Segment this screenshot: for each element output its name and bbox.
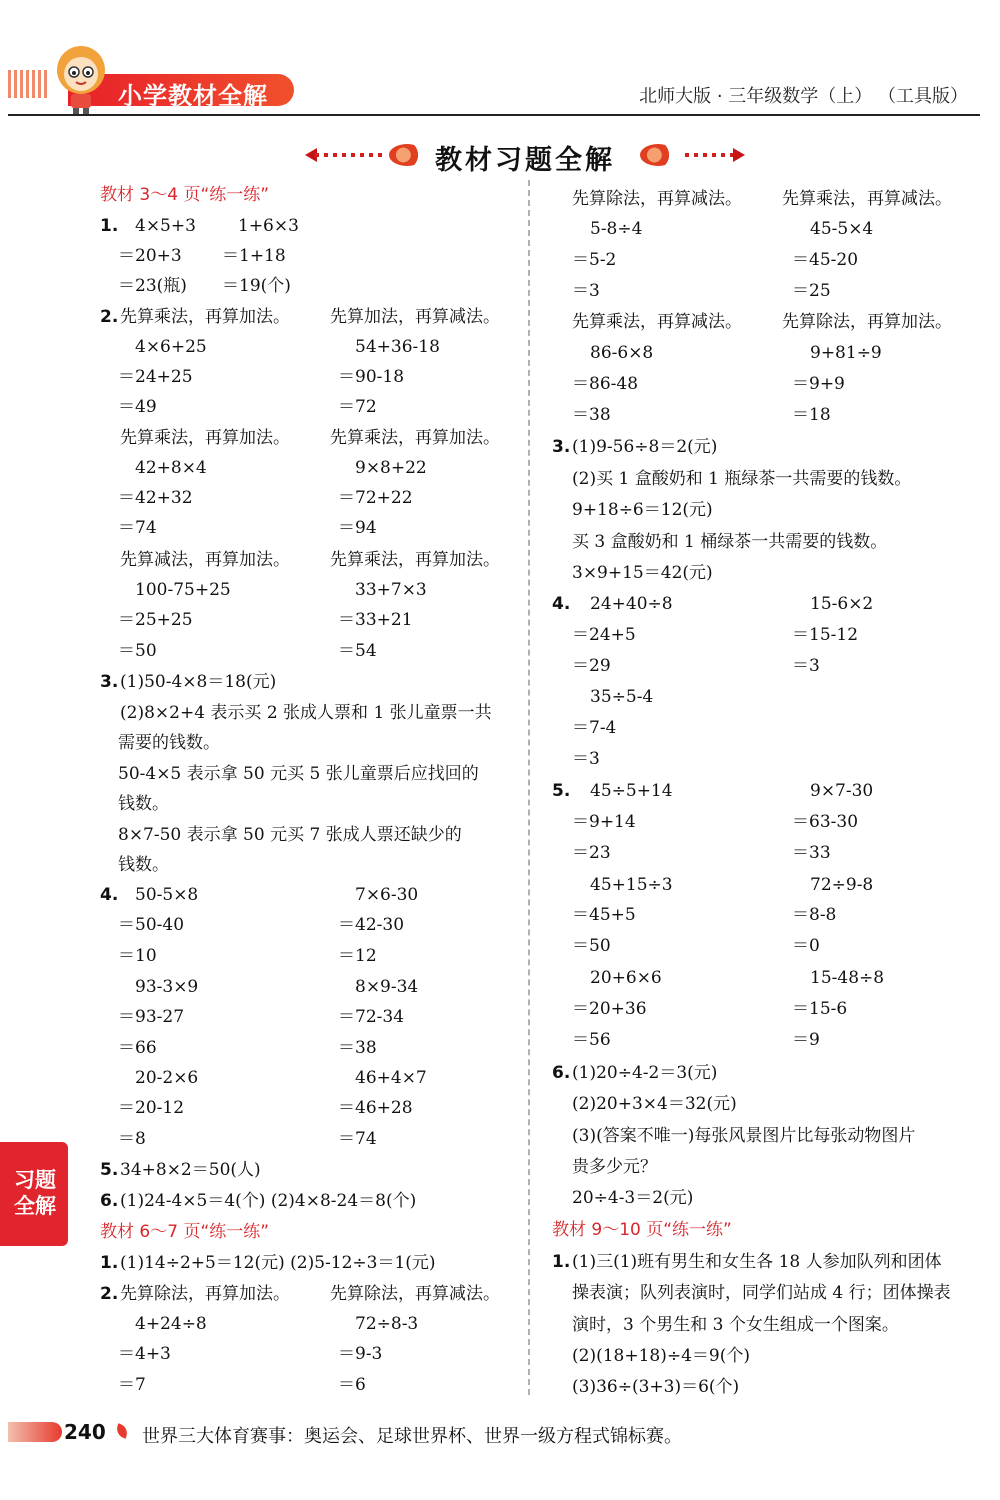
answer-line: ＝74 [118,518,157,538]
answer-line: 先算除法，再算加法。 [782,312,952,332]
answer-line: 33+7×3 [355,580,427,600]
brand-title: 小学教材全解 [118,82,268,110]
answer-line: ＝46+28 [338,1098,413,1118]
answer-line: 先算乘法，再算加法。 [120,307,290,327]
answer-line: ＝66 [118,1038,157,1058]
answer-line: 45+15÷3 [590,875,673,895]
answer-line: ＝23(瓶) [118,276,187,296]
answer-line: ＝3 [792,656,820,676]
answer-line: ＝0 [792,936,820,956]
question-number: 6. [100,1191,119,1211]
question-number: 5. [100,1160,119,1180]
mascot-icon [46,42,116,117]
answer-line: 35÷5-4 [590,687,654,707]
question-number: 1. [100,1253,119,1273]
answer-line: 买 3 盒酸奶和 1 桶绿茶一共需要的钱数。 [572,532,888,552]
answer-line: (2)8×2+4 表示买 2 张成人票和 1 张儿童票一共 [120,703,492,723]
answer-line: 8×7-50 表示拿 50 元买 7 张成人票还缺少的 [118,825,462,845]
question-number: 3. [552,437,571,457]
answer-line: 20÷4-3＝2(元) [572,1188,694,1208]
answer-line: ＝50-40 [118,915,185,935]
answer-line: ＝42+32 [118,488,193,508]
question-number: 4. [100,885,119,905]
answer-line: ＝8 [118,1129,146,1149]
side-tab [0,1142,68,1246]
answer-line: ＝23 [572,843,611,863]
answer-line: 15-48÷8 [810,968,885,988]
answer-line: ＝45-20 [792,250,859,270]
answer-line: ＝90-18 [338,367,405,387]
answer-line: 86-6×8 [590,343,654,363]
answer-line: ＝20+3 [118,246,182,266]
answer-line: 20+6×6 [590,968,662,988]
answer-line: ＝1+18 [222,246,286,266]
answer-line: ＝72 [338,397,377,417]
answer-line: ＝9-3 [338,1344,383,1364]
footer-bar [8,1422,62,1442]
answer-line: 3×9+15＝42(元) [572,563,713,583]
answer-line: 50-4×5 表示拿 50 元买 5 张儿童票后应找回的 [118,764,479,784]
answer-line: (3)36÷(3+3)＝6(个) [572,1377,740,1397]
answer-line: 钱数。 [118,794,169,814]
answer-line: (1)24-4×5＝4(个) (2)4×8-24＝8(个) [120,1191,417,1211]
answer-line: 钱数。 [118,855,169,875]
answer-line: ＝5-2 [572,250,617,270]
answer-line: ＝19(个) [222,276,291,296]
answer-line: ＝6 [338,1375,366,1395]
answer-line: ＝15-12 [792,625,859,645]
answer-line: 操表演；队列表演时，同学们站成 4 行；团体操表 [572,1283,951,1303]
answer-line: ＝54 [338,641,377,661]
answer-line: 54+36-18 [355,337,440,357]
answer-line: 9×8+22 [355,458,427,478]
answer-line: 45-5×4 [810,219,874,239]
answer-line: ＝20+36 [572,999,647,1019]
answer-line: (2)(18+18)÷4＝9(个) [572,1346,750,1366]
answer-line: ＝24+5 [572,625,636,645]
answer-line: ＝8-8 [792,905,837,925]
answer-line: 100-75+25 [135,580,231,600]
answer-line: 20-2×6 [135,1068,199,1088]
answer-line: 贵多少元？ [572,1157,657,1177]
answer-line: ＝94 [338,518,377,538]
answer-line: 50-5×8 [135,885,199,905]
answer-line: (1)9-56÷8＝2(元) [572,437,718,457]
answer-line: 1+6×3 [238,216,299,236]
answer-line: ＝33+21 [338,610,413,630]
answer-line: ＝25 [792,281,831,301]
subsection-heading: 教材 6～7 页“练一练” [100,1222,270,1242]
answer-line: (2)买 1 盒酸奶和 1 瓶绿茶一共需要的钱数。 [572,469,912,489]
answer-line: ＝12 [338,946,377,966]
answer-line: ＝7-4 [572,718,617,738]
brand-stripes [8,70,48,98]
question-number: 5. [552,781,571,801]
answer-line: 先算乘法，再算加法。 [330,550,500,570]
answer-line: (3)(答案不唯一)每张风景图片比每张动物图片 [572,1126,916,1146]
answer-line: ＝38 [338,1038,377,1058]
answer-line: 先算减法，再算加法。 [120,550,290,570]
answer-line: ＝3 [572,281,600,301]
answer-line: 9+18÷6＝12(元) [572,500,713,520]
answer-line: (1)50-4×8＝18(元) [120,672,277,692]
answer-line: ＝86-48 [572,374,639,394]
section-title: 教材习题全解 [435,145,615,176]
answer-line: 4×6+25 [135,337,207,357]
answer-line: ＝15-6 [792,999,848,1019]
answer-line: (1)14÷2+5＝12(元) (2)5-12÷3＝1(元) [120,1253,436,1273]
answer-line: ＝42-30 [338,915,405,935]
answer-line: 9+81÷9 [810,343,882,363]
brand-banner [8,42,298,117]
question-number: 3. [100,672,119,692]
question-number: 2. [100,1284,119,1304]
answer-line: 72÷8-3 [355,1314,419,1334]
right-arrow-icon [733,148,745,162]
answer-line: (1)20÷4-2＝3(元) [572,1063,718,1083]
question-number: 4. [552,594,571,614]
side-tab-line: 习题 [14,1168,56,1192]
footer-note: 世界三大体育赛事：奥运会、足球世界杯、世界一级方程式锦标赛。 [142,1426,682,1447]
header-rule [8,114,980,116]
answer-line: ＝63-30 [792,812,859,832]
side-tab-line: 全解 [14,1194,56,1218]
answer-line: 24+40÷8 [590,594,673,614]
answer-line: ＝10 [118,946,157,966]
answer-line: 8×9-34 [355,977,419,997]
answer-line: 72÷9-8 [810,875,874,895]
answer-line: ＝45+5 [572,905,636,925]
answer-line: 先算除法，再算加法。 [120,1284,290,1304]
answer-line: 5-8÷4 [590,219,643,239]
left-dots [315,153,385,157]
answer-line: 先算乘法，再算加法。 [330,428,500,448]
answer-line: 先算加法，再算减法。 [330,307,500,327]
swirl-icon [640,144,676,166]
question-number: 1. [552,1252,571,1272]
answer-line: ＝74 [338,1129,377,1149]
question-number: 2. [100,307,119,327]
answer-line: ＝18 [792,405,831,425]
answer-line: ＝50 [572,936,611,956]
answer-line: 需要的钱数。 [118,733,220,753]
swirl-icon [389,144,425,166]
answer-line: ＝72-34 [338,1007,405,1027]
answer-line: ＝49 [118,397,157,417]
question-number: 6. [552,1063,571,1083]
answer-line: 先算乘法，再算减法。 [782,189,952,209]
answer-line: ＝72+22 [338,488,413,508]
answer-line: ＝93-27 [118,1007,185,1027]
answer-line: 42+8×4 [135,458,207,478]
right-dots [685,153,735,157]
answer-line: 46+4×7 [355,1068,427,1088]
answer-line: ＝24+25 [118,367,193,387]
answer-line: (2)20+3×4＝32(元) [572,1094,737,1114]
answer-line: ＝25+25 [118,610,193,630]
answer-line: ＝20-12 [118,1098,185,1118]
answer-line: ＝7 [118,1375,146,1395]
subsection-heading: 教材 3～4 页“练一练” [100,185,270,205]
answer-line: ＝3 [572,749,600,769]
answer-line: ＝33 [792,843,831,863]
answer-line: ＝56 [572,1030,611,1050]
answer-line: 9×7-30 [810,781,874,801]
answer-line: 45÷5+14 [590,781,673,801]
section-header [305,136,745,176]
answer-line: ＝9+9 [792,374,845,394]
answer-line: 先算乘法，再算加法。 [120,428,290,448]
edition-label: 北师大版 · 三年级数学（上） （工具版） [639,86,968,107]
page-number: 240 [64,1420,106,1444]
answer-line: 先算乘法，再算减法。 [572,312,742,332]
leaf-icon [114,1423,129,1438]
answer-line: 7×6-30 [355,885,419,905]
answer-line: 34+8×2＝50(人) [120,1160,261,1180]
answer-line: 先算除法，再算减法。 [572,189,742,209]
question-number: 1. [100,216,119,236]
answer-line: ＝50 [118,641,157,661]
subsection-heading: 教材 9～10 页“练一练” [552,1220,732,1240]
answer-line: 先算除法，再算减法。 [330,1284,500,1304]
answer-line: ＝9+14 [572,812,636,832]
column-divider [528,180,530,1395]
answer-line: ＝29 [572,656,611,676]
answer-line: 演时，3 个男生和 3 个女生组成一个图案。 [572,1315,899,1335]
answer-line: 93-3×9 [135,977,199,997]
answer-line: (1)三(1)班有男生和女生各 18 人参加队列和团体 [572,1252,942,1272]
answer-line: ＝38 [572,405,611,425]
answer-line: 4×5+3 [135,216,196,236]
answer-line: 15-6×2 [810,594,874,614]
answer-line: ＝9 [792,1030,820,1050]
answer-line: ＝4+3 [118,1344,171,1364]
answer-line: 4+24÷8 [135,1314,207,1334]
